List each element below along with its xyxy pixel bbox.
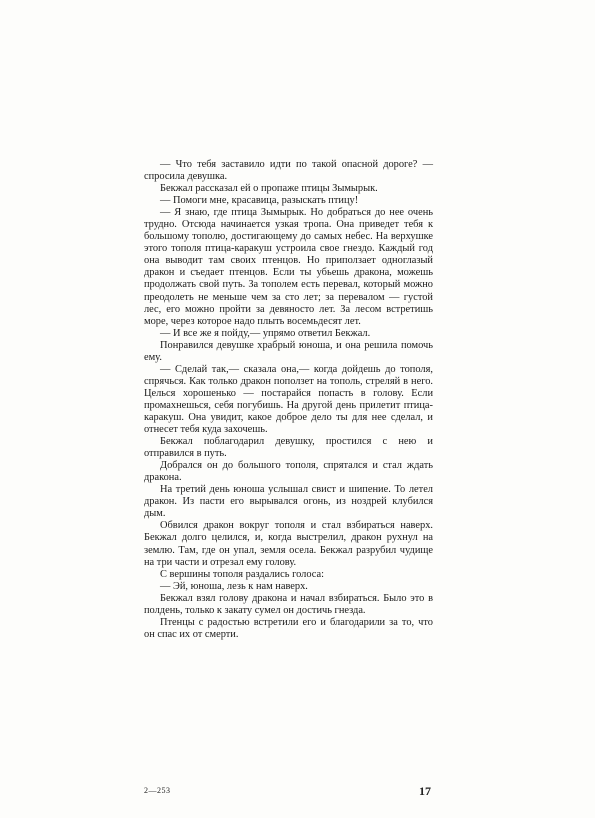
paragraph: На третий день юноша услышал свист и шипение. То летел дракон. Из пасти его вырывался огонь, из ноздрей клубился дым. bbox=[144, 484, 433, 520]
paragraph: Бекжал поблагодарил девушку, простился с нею и отправился в путь. bbox=[144, 436, 433, 460]
paragraph: — И все же я пойду,— упрямо ответил Бекжал. bbox=[160, 327, 371, 339]
printer-signature: 2—253 bbox=[144, 786, 171, 795]
paragraph: — Помоги мне, красавица, разыскать птицу! bbox=[160, 195, 359, 207]
paragraph: — Я знаю, где птица Зымырык. Но добраться до нее очень трудно. Отсюда начинается узкая тропа. Она приведет тебя к большому тополю, достигающему до самых небес. На верхушке этого тополя птица-каракуш устроила свое гнездо. Каждый год она выводит там своих птенцов. Но приползает одноглазый дракон и съедает птенцов. Если ты убьешь дракона, можешь продолжать свой путь. За тополем есть перевал, который можно преодолеть не меньше чем за сто лет; за перевалом — густой лес, его можно пройти за девяносто лет. За лесом встретишь море, через которое надо плыть восемьдесят лет. bbox=[144, 207, 433, 327]
paragraph: — Эй, юноша, лезь к нам наверх. bbox=[160, 580, 308, 592]
paragraph: Бекжал взял голову дракона и начал взбираться. Было это в полдень, только к закату сумел он достичь гнезда. bbox=[144, 592, 433, 616]
paragraph: Обвился дракон вокруг тополя и стал взбираться наверх. Бекжал долго целился, и, когда выстрелил, дракон рухнул на землю. Там, где он упал, земля осела. Бекжал разрубил чудище на три части и отрезал ему голову. bbox=[144, 520, 433, 568]
page-number: 17 bbox=[419, 784, 431, 798]
paragraph: — Сделай так,— сказала она,— когда дойдешь до тополя, спрячься. Как только дракон поползет на тополь, стреляй в него. Целься хорошенько — постарайся попасть в голову. Если промахнешься, себя погубишь. На другой день прилетит птица-каракуш. Она увидит, какое доброе дело ты для нее сделал, и отнесет тебя куда захочешь. bbox=[144, 363, 433, 436]
paragraph: Птенцы с радостью встретили его и благодарили за то, что он спас их от смерти. bbox=[144, 616, 433, 640]
page-footer bbox=[144, 785, 433, 799]
paragraph: Добрался он до большого тополя, спрятался и стал ждать дракона. bbox=[144, 460, 433, 484]
paragraph: Бекжал рассказал ей о пропаже птицы Зымырык. bbox=[160, 183, 378, 195]
main-text bbox=[144, 159, 433, 641]
paragraph: С вершины тополя раздались голоса: bbox=[160, 568, 325, 580]
paragraph: Понравился девушке храбрый юноша, и она решила помочь ему. bbox=[144, 339, 433, 363]
paragraph: — Что тебя заставило идти по такой опасной дороге? — спросила девушка. bbox=[144, 159, 433, 183]
